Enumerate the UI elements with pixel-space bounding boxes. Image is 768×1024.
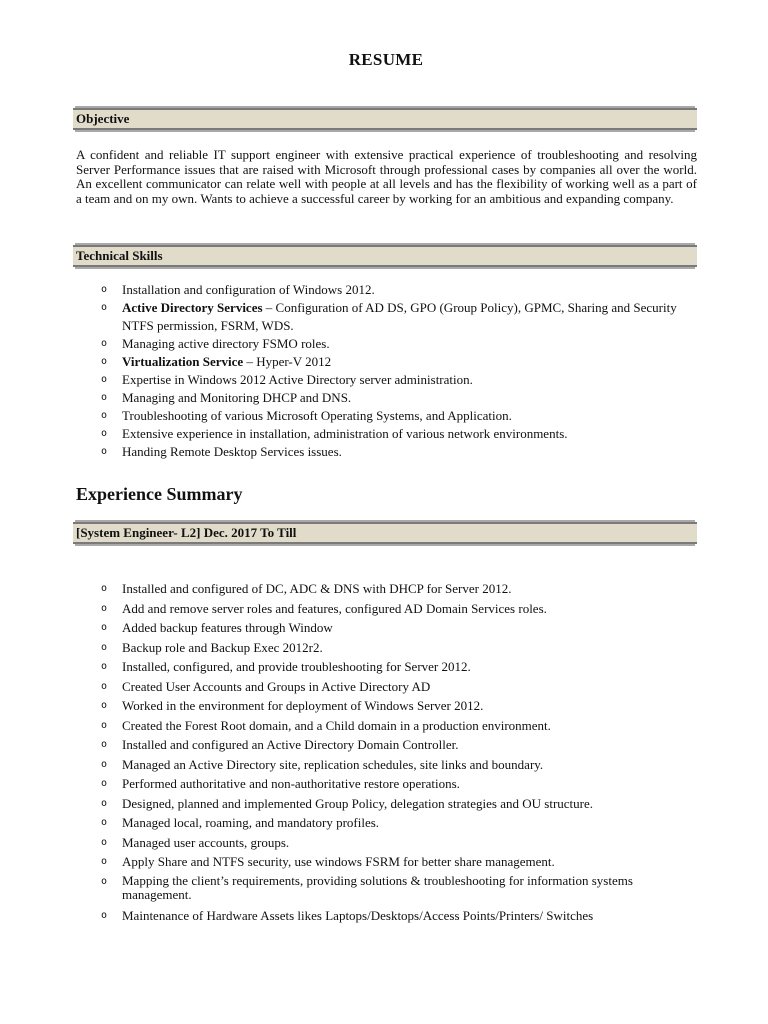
- bullet-marker: o: [101, 302, 108, 313]
- skills-heading: Technical Skills: [76, 248, 163, 263]
- experience-text: Managed an Active Directory site, replication schedules, site links and boundary.: [122, 756, 544, 772]
- experience-text: Installed and configured an Active Directory Domain Controller.: [122, 737, 459, 752]
- bullet-marker: o: [101, 797, 108, 809]
- role-section-bar: [73, 522, 697, 544]
- list-item: [101, 599, 697, 619]
- list-item: [101, 677, 697, 697]
- list-item: [101, 872, 697, 906]
- skill-text: Managing and Monitoring DHCP and DNS.: [122, 390, 352, 405]
- bullet-marker: o: [101, 700, 108, 711]
- bullet-marker: o: [101, 583, 108, 594]
- objective-heading: Objective: [76, 111, 130, 126]
- skill-bold: Virtualization Service: [122, 354, 244, 369]
- role-heading: [System Engineer- L2] Dec. 2017 To Till: [76, 525, 297, 540]
- skill-text: Installation and configuration of Windows 2012.: [122, 282, 375, 297]
- skill-text: Expertise in Windows 2012 Active Directory server administration.: [122, 372, 473, 387]
- bullet-marker: o: [101, 356, 108, 367]
- skill-text: Troubleshooting of various Microsoft Operating Systems, and Application.: [122, 408, 512, 423]
- experience-text: Created User Accounts and Groups in Active Directory AD: [122, 678, 431, 694]
- bullet-marker: o: [101, 739, 108, 750]
- bullet-marker: o: [101, 410, 108, 421]
- bullet-marker: o: [101, 338, 108, 349]
- experience-text: Added backup features through Window: [122, 620, 333, 635]
- list-item: [101, 618, 697, 638]
- skill-text: Managing active directory FSMO roles.: [122, 336, 330, 351]
- experience-text: Managed local, roaming, and mandatory profiles.: [122, 815, 380, 830]
- experience-text: Designed, planned and implemented Group Policy, delegation strategies and OU structure.: [122, 795, 594, 811]
- experience-text: Backup role and Backup Exec 2012r2.: [122, 639, 323, 655]
- experience-text: Managed user accounts, groups.: [122, 834, 290, 850]
- bullet-marker: o: [101, 909, 108, 921]
- list-item: [101, 852, 697, 872]
- list-item: [101, 443, 697, 461]
- list-item: [101, 813, 697, 833]
- resume-title: RESUME: [348, 50, 424, 69]
- experience-text: Apply Share and NTFS security, use windows FSRM for better share management.: [122, 854, 555, 869]
- list-item: [101, 281, 697, 299]
- bullet-marker: o: [101, 446, 108, 457]
- objective-section-bar: [73, 108, 697, 130]
- bullet-marker: o: [101, 641, 108, 653]
- bullet-marker: o: [101, 602, 108, 614]
- bullet-marker: o: [101, 817, 108, 828]
- bullet-marker: o: [101, 680, 108, 692]
- list-item: [101, 735, 697, 755]
- bullet-marker: o: [101, 622, 108, 633]
- list-item: [101, 389, 697, 407]
- bullet-marker: o: [101, 392, 108, 403]
- experience-text: Add and remove server roles and features, configured AD Domain Services roles.: [122, 600, 547, 616]
- bullet-marker: o: [101, 374, 108, 385]
- list-item: [101, 755, 697, 775]
- skill-text: – Hyper-V 2012: [243, 354, 332, 369]
- bullet-marker: o: [101, 875, 108, 887]
- skill-text: – Configuration of AD DS, GPO (Group Policy), GPMC, Sharing and Security NTFS permission, FSRM, WDS.: [122, 300, 677, 333]
- objective-text: A confident and reliable IT support engineer with extensive practical experience of troubleshooting and resolving Server Performance issues that are raised with Microsoft through professional cases by companies all over the world. An excellent communicator can relate well with people at all levels and has the flexibility of working well as a part of a team and on my own. Wants to achieve a successful career by working for an ambitious and expanding company.: [76, 147, 697, 206]
- bullet-marker: o: [101, 856, 108, 867]
- list-item: [101, 638, 697, 658]
- list-item: [101, 657, 697, 677]
- bullet-marker: o: [101, 719, 108, 731]
- list-item: [101, 794, 697, 814]
- bullet-marker: o: [101, 758, 108, 770]
- list-item: [101, 696, 697, 716]
- list-item: [101, 299, 697, 335]
- experience-text: Installed and configured of DC, ADC & DNS with DHCP for Server 2012.: [122, 581, 512, 596]
- experience-text: Maintenance of Hardware Assets likes Laptops/Desktops/Access Points/Printers/ Switches: [122, 907, 594, 923]
- bullet-marker: o: [101, 778, 108, 789]
- list-item: [101, 833, 697, 853]
- bullet-marker: o: [101, 836, 108, 848]
- bullet-marker: o: [101, 428, 108, 439]
- skill-text: Handing Remote Desktop Services issues.: [122, 444, 342, 459]
- bullet-marker: o: [101, 661, 108, 672]
- experience-text: Mapping the client’s requirements, providing solutions & troubleshooting for information systems management.: [122, 872, 633, 902]
- skills-list: [101, 281, 697, 461]
- list-item: [101, 335, 697, 353]
- list-item: [101, 774, 697, 794]
- list-item: [101, 425, 697, 443]
- list-item: [101, 579, 697, 599]
- list-item: [101, 716, 697, 736]
- list-item: [101, 353, 697, 371]
- experience-text: Worked in the environment for deployment of Windows Server 2012.: [122, 698, 484, 713]
- experience-text: Performed authoritative and non-authoritative restore operations.: [122, 776, 460, 791]
- skill-text: Extensive experience in installation, administration of various network environments.: [122, 426, 568, 441]
- experience-heading: Experience Summary: [76, 484, 243, 504]
- skills-section-bar: [73, 245, 697, 267]
- list-item: [101, 906, 697, 926]
- skill-bold: Active Directory Services: [122, 300, 263, 315]
- list-item: [101, 371, 697, 389]
- experience-list: [101, 579, 697, 925]
- bullet-marker: o: [101, 284, 108, 295]
- experience-text: Created the Forest Root domain, and a Child domain in a production environment.: [122, 717, 551, 733]
- experience-text: Installed, configured, and provide troubleshooting for Server 2012.: [122, 659, 471, 674]
- list-item: [101, 407, 697, 425]
